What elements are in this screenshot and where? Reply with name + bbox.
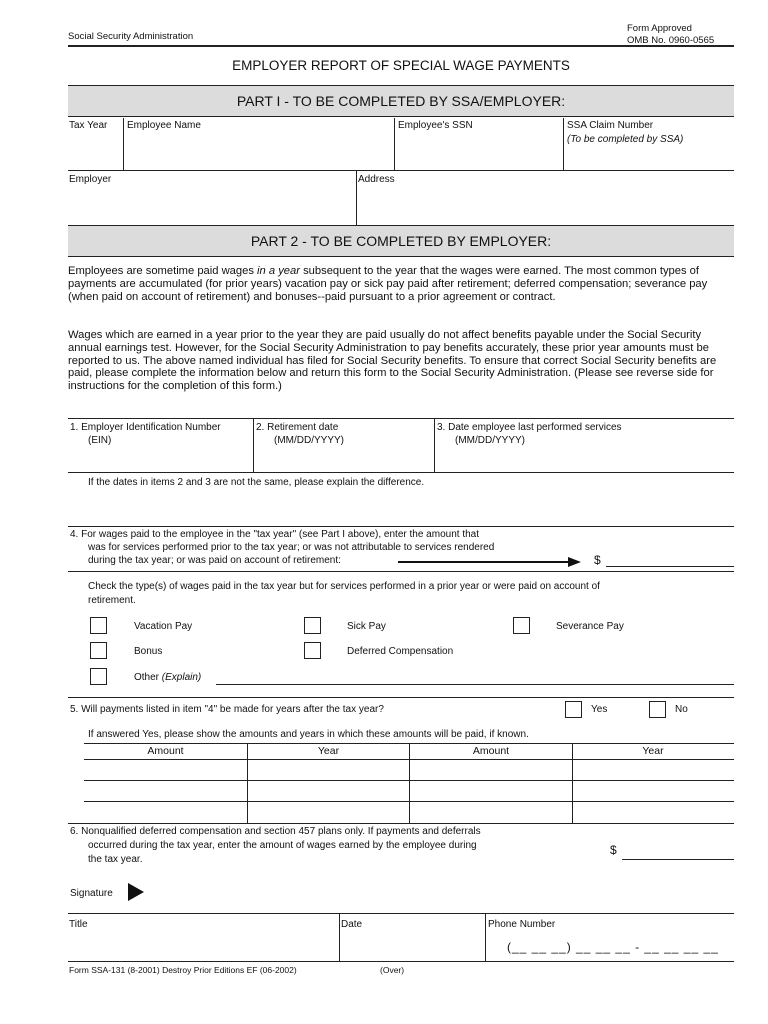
bonus-checkbox[interactable]	[90, 642, 107, 659]
arrow-right-icon	[398, 556, 582, 568]
employer-label: Employer	[69, 174, 112, 185]
no-label: No	[675, 704, 688, 715]
item2-sublabel: (MM/DD/YYYY)	[274, 435, 344, 446]
divider	[572, 743, 573, 823]
rule	[68, 418, 734, 419]
form-id: Form SSA-131 (8-2001) Destroy Prior Editions EF (06-2002)	[69, 965, 297, 975]
item6-amount-field[interactable]	[622, 859, 734, 860]
rule	[68, 697, 734, 698]
rule	[68, 170, 734, 171]
check-types-line2: retirement.	[88, 595, 136, 606]
divider	[356, 170, 357, 225]
item6-dollar: $	[610, 843, 617, 857]
item4-amount-field[interactable]	[606, 566, 734, 567]
col-year-1: Year	[317, 745, 340, 757]
other-label: Other (Explain)	[134, 672, 202, 683]
no-checkbox[interactable]	[649, 701, 666, 718]
signature-label: Signature	[70, 888, 113, 899]
col-amount-2: Amount	[472, 745, 510, 757]
severance-pay-checkbox[interactable]	[513, 617, 530, 634]
date-label: Date	[341, 919, 363, 930]
divider	[434, 418, 435, 472]
divider	[247, 743, 248, 823]
col-amount-1: Amount	[147, 745, 184, 757]
item4-line3: during the tax year; or was paid on account of retirement:	[88, 555, 341, 566]
deferred-compensation-checkbox[interactable]	[304, 642, 321, 659]
divider	[409, 743, 410, 823]
bonus-label: Bonus	[134, 646, 163, 657]
check-types-line1: Check the type(s) of wages paid in the tax year but for services performed in a prior year or were paid on account of	[88, 581, 600, 592]
divider	[563, 118, 564, 170]
intro-paragraph-1: Employees are sometime paid wages in a year subsequent to the year that the wages were earned. The most common types of payments are accumulated (for prior years) vacation pay or sick pay paid after retirement; deferred compensation; severance pay (when paid on account of retirement) and bonuses--paid pursuant to a prior agreement or contract.	[68, 265, 708, 303]
tax-year-label: Tax Year	[69, 120, 108, 131]
divider	[394, 118, 395, 170]
header-rule	[68, 45, 734, 47]
rule	[68, 913, 734, 914]
triangle-right-icon	[128, 883, 144, 901]
claim-number-note: (To be completed by SSA)	[567, 134, 684, 145]
col-year-2: Year	[642, 745, 664, 757]
divider	[339, 913, 340, 961]
item6-line1: 6. Nonqualified deferred compensation and section 457 plans only. If payments and deferrals	[70, 826, 481, 837]
rule	[68, 526, 734, 527]
yes-checkbox[interactable]	[565, 701, 582, 718]
item1-sublabel: (EIN)	[88, 435, 112, 446]
form-approved: Form Approved	[627, 23, 692, 34]
divider	[485, 913, 486, 961]
rule	[68, 571, 734, 572]
rule	[68, 472, 734, 473]
part2-heading: PART 2 - TO BE COMPLETED BY EMPLOYER:	[68, 225, 734, 257]
divider	[123, 118, 124, 170]
claim-number-label: SSA Claim Number	[567, 120, 654, 131]
item6-line2: occurred during the tax year, enter the amount of wages earned by the employee during	[88, 840, 477, 851]
item6-line3: the tax year.	[88, 854, 143, 865]
title-label: Title	[69, 919, 88, 930]
phone-number-field[interactable]: (__ __ __) __ __ __ - __ __ __ __	[507, 940, 719, 954]
address-label: Address	[358, 174, 395, 185]
item5-label: 5. Will payments listed in item "4" be made for years after the tax year?	[70, 704, 384, 715]
omb-number: OMB No. 0960-0565	[627, 35, 715, 46]
other-explain-field[interactable]	[216, 684, 734, 685]
other-checkbox[interactable]	[90, 668, 107, 685]
vacation-pay-label: Vacation Pay	[134, 621, 193, 632]
deferred-compensation-label: Deferred Compensation	[347, 646, 454, 657]
part1-heading: PART I - TO BE COMPLETED BY SSA/EMPLOYER:	[68, 85, 734, 117]
dates-explain-label: If the dates in items 2 and 3 are not the same, please explain the difference.	[88, 477, 425, 488]
rule	[68, 961, 734, 962]
item2-label: 2. Retirement date	[256, 422, 339, 433]
item3-label: 3. Date employee last performed services	[437, 422, 622, 433]
item5-note: If answered Yes, please show the amounts and years in which these amounts will be paid, if known.	[88, 729, 529, 740]
item4-line1: 4. For wages paid to the employee in the "tax year" (see Part I above), enter the amount that	[70, 529, 479, 540]
vacation-pay-checkbox[interactable]	[90, 617, 107, 634]
signature-field[interactable]	[150, 880, 734, 910]
employee-ssn-label: Employee's SSN	[398, 120, 473, 131]
yes-label: Yes	[591, 704, 608, 715]
rule	[68, 823, 734, 824]
item3-sublabel: (MM/DD/YYYY)	[455, 435, 525, 446]
form-title: EMPLOYER REPORT OF SPECIAL WAGE PAYMENTS	[232, 58, 570, 73]
item4-line2: was for services performed prior to the tax year; or was not attributable to services rendered	[88, 542, 495, 553]
severance-pay-label: Severance Pay	[556, 621, 624, 632]
employee-name-label: Employee Name	[127, 120, 201, 131]
over-label: (Over)	[380, 965, 405, 975]
item1-label: 1. Employer Identification Number	[70, 422, 221, 433]
sick-pay-label: Sick Pay	[347, 621, 386, 632]
phone-label: Phone Number	[488, 919, 556, 930]
sick-pay-checkbox[interactable]	[304, 617, 321, 634]
intro-paragraph-2: Wages which are earned in a year prior to the year they are paid usually do not affect benefits payable under the Social Security annual earnings test. However, for the Social Security Administration to pay benefits accurately, these prior year amounts must be reported to us. The above named individual has filed for Social Security benefits. To ensure that correct Social Security benefits are paid, please complete the information below and return this form to the Social Security Administration. (Please see reverse side for instructions for the completion of this form.)	[68, 329, 717, 393]
item4-dollar: $	[594, 553, 601, 567]
agency-name: Social Security Administration	[68, 31, 194, 42]
divider	[253, 418, 254, 472]
